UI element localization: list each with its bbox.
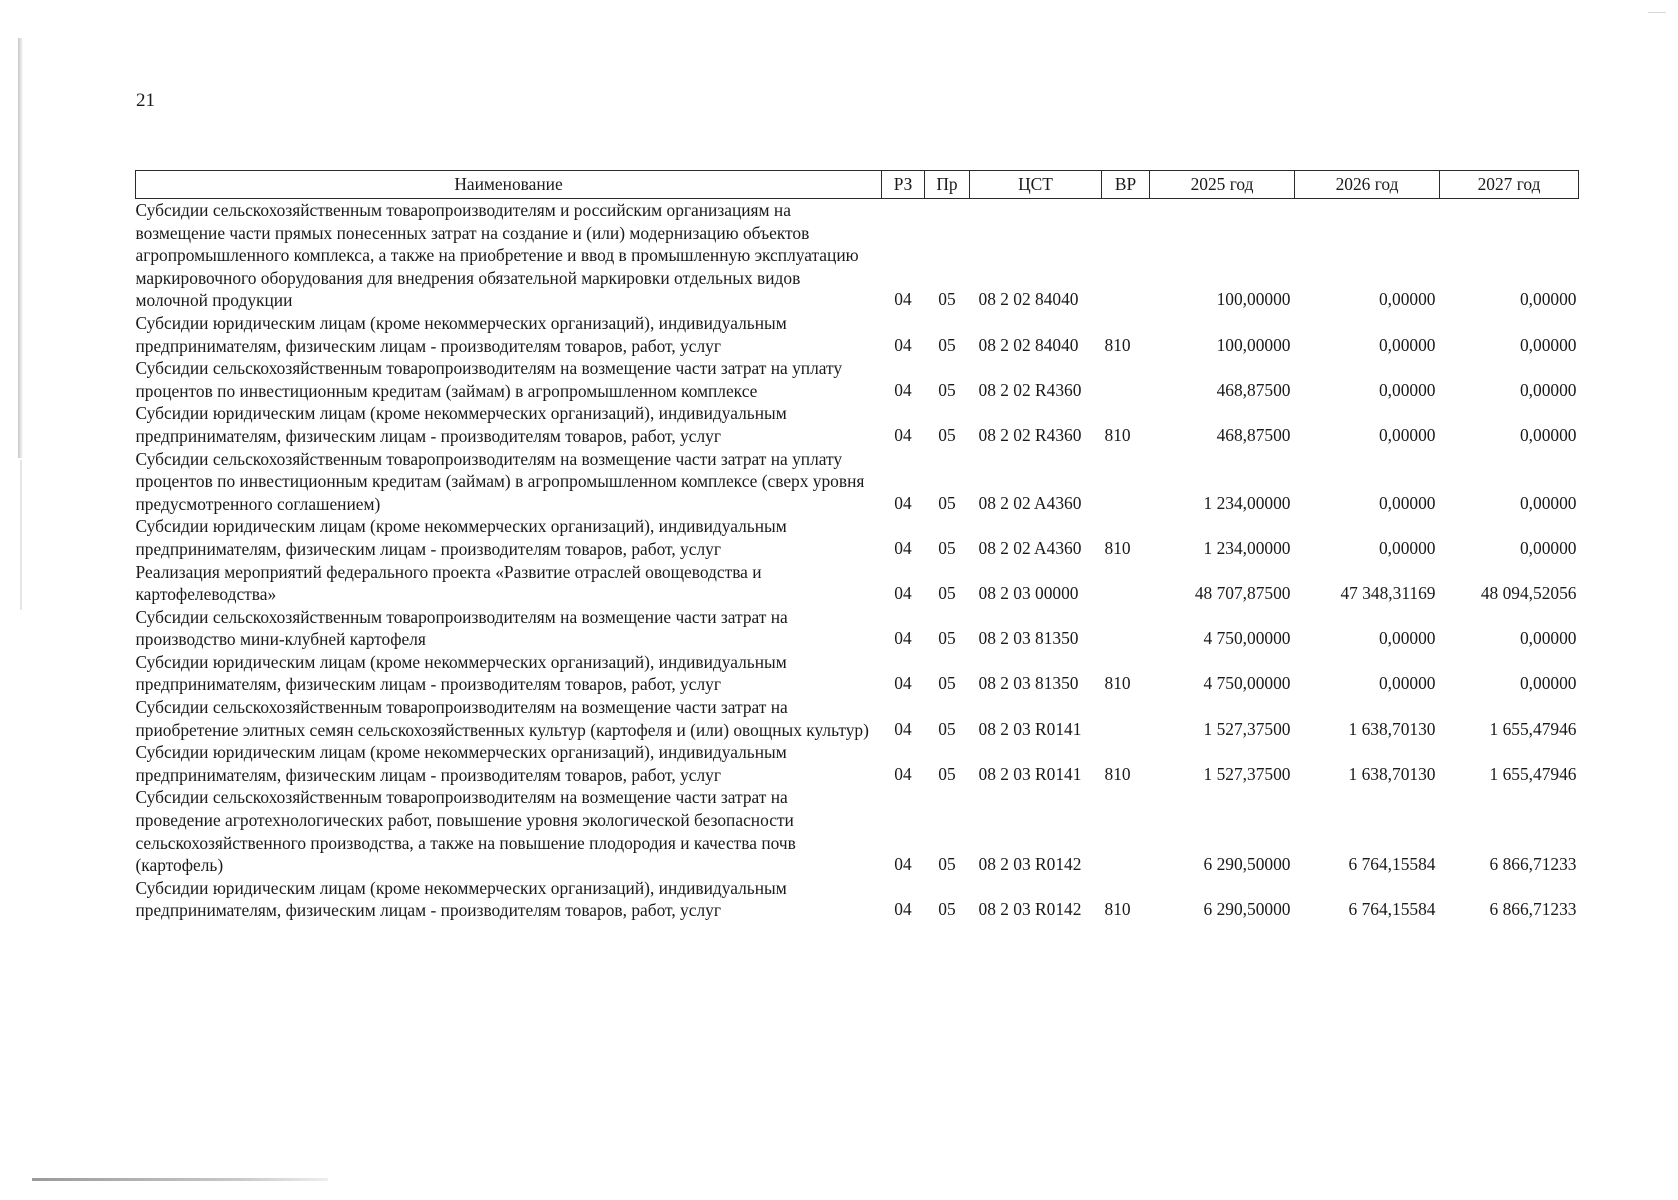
header-name: Наименование bbox=[136, 171, 882, 199]
row-cst: 08 2 02 A4360 bbox=[978, 537, 1082, 558]
row-rz: 04 bbox=[894, 763, 912, 784]
scan-edge-artifact bbox=[18, 38, 23, 458]
row-pr: 05 bbox=[938, 492, 956, 513]
table-row bbox=[136, 651, 1579, 696]
table-row bbox=[136, 877, 1579, 922]
table-row bbox=[136, 786, 1579, 876]
row-pr: 05 bbox=[938, 628, 956, 649]
row-name: Субсидии сельскохозяйственным товаропроизводителям на возмещение части затрат на проведение агротехнологических работ, повышение уровня экологической безопасности сельскохозяйственного производства, а также на повышение плодородия и качества почв (картофель) bbox=[135, 787, 796, 876]
table-row bbox=[136, 696, 1579, 741]
header-rz: РЗ bbox=[882, 171, 925, 199]
row-pr: 05 bbox=[938, 583, 956, 604]
table-row bbox=[136, 561, 1579, 606]
row-amount-2027: 0,00000 bbox=[1519, 673, 1577, 694]
table-row bbox=[136, 357, 1579, 402]
table-row bbox=[136, 402, 1579, 447]
row-amount-2025: 6 290,50000 bbox=[1203, 899, 1291, 920]
row-cst: 08 2 03 R0142 bbox=[978, 899, 1082, 920]
row-name: Субсидии сельскохозяйственным товаропроизводителям на возмещение части затрат на производство мини-клубней картофеля bbox=[135, 606, 788, 650]
page-number: 21 bbox=[136, 90, 155, 111]
row-rz: 04 bbox=[894, 628, 912, 649]
row-name: Реализация мероприятий федерального проекта «Развитие отраслей овощеводства и картофелеводства» bbox=[135, 561, 762, 605]
row-name: Субсидии сельскохозяйственным товаропроизводителям на возмещение части затрат на уплату процентов по инвестиционным кредитам (займам) в агропромышленном комплексе bbox=[135, 358, 843, 401]
row-amount-2025: 6 290,50000 bbox=[1203, 854, 1291, 875]
row-amount-2025: 48 707,87500 bbox=[1194, 583, 1291, 604]
row-pr: 05 bbox=[938, 854, 956, 875]
row-vr: 810 bbox=[1104, 673, 1131, 694]
row-amount-2025: 1 527,37500 bbox=[1203, 718, 1291, 739]
row-amount-2026: 6 764,15584 bbox=[1348, 854, 1436, 875]
row-vr bbox=[1102, 786, 1150, 876]
row-name: Субсидии сельскохозяйственным товаропроизводителям на возмещение части затрат на уплату процентов по инвестиционным кредитам (займам) в агропромышленном комплексе (сверх уровня предусмотренного соглашением) bbox=[135, 448, 865, 514]
row-cst: 08 2 03 R0141 bbox=[978, 763, 1082, 784]
row-vr bbox=[1102, 199, 1150, 312]
header-year-2027: 2027 год bbox=[1440, 171, 1579, 199]
row-pr: 05 bbox=[938, 379, 956, 400]
row-amount-2026: 0,00000 bbox=[1378, 492, 1436, 513]
table-row bbox=[136, 515, 1579, 560]
row-pr: 05 bbox=[938, 334, 956, 355]
row-amount-2025: 4 750,00000 bbox=[1203, 628, 1291, 649]
row-amount-2026: 6 764,15584 bbox=[1348, 899, 1436, 920]
row-pr: 05 bbox=[938, 673, 956, 694]
row-amount-2027: 48 094,52056 bbox=[1480, 583, 1577, 604]
row-amount-2025: 468,87500 bbox=[1216, 379, 1291, 400]
table-row bbox=[136, 741, 1579, 786]
row-cst: 08 2 02 R4360 bbox=[978, 379, 1082, 400]
row-amount-2026: 47 348,31169 bbox=[1340, 583, 1436, 604]
row-amount-2027: 0,00000 bbox=[1519, 537, 1577, 558]
row-cst: 08 2 03 R0142 bbox=[978, 854, 1082, 875]
table-header bbox=[136, 171, 1579, 199]
row-vr: 810 bbox=[1104, 424, 1131, 445]
row-vr bbox=[1102, 696, 1150, 741]
row-vr bbox=[1102, 448, 1150, 516]
table-row bbox=[136, 448, 1579, 516]
row-pr: 05 bbox=[938, 899, 956, 920]
row-name: Субсидии сельскохозяйственным товаропроизводителям и российским организациям на возмещение части прямых понесенных затрат на создание и (или) модернизацию объектов агропромышленного комплекса, а также на приобретение и ввод в промышленную эксплуатацию маркировочного оборудования для внедрения обязательной маркировки отдельных видов молочной продукции bbox=[135, 200, 859, 311]
row-cst: 08 2 02 A4360 bbox=[978, 492, 1082, 513]
scan-bottom-mark bbox=[32, 1178, 328, 1181]
table-body bbox=[136, 199, 1579, 923]
row-amount-2027: 0,00000 bbox=[1519, 379, 1577, 400]
row-vr bbox=[1102, 606, 1150, 651]
row-vr: 810 bbox=[1104, 899, 1131, 920]
row-rz: 04 bbox=[894, 379, 912, 400]
row-amount-2027: 0,00000 bbox=[1519, 424, 1577, 445]
row-amount-2026: 0,00000 bbox=[1378, 628, 1436, 649]
row-amount-2026: 0,00000 bbox=[1378, 537, 1436, 558]
row-amount-2027: 1 655,47946 bbox=[1489, 718, 1577, 739]
row-amount-2027: 0,00000 bbox=[1519, 492, 1577, 513]
row-cst: 08 2 03 00000 bbox=[978, 583, 1079, 604]
row-pr: 05 bbox=[938, 537, 956, 558]
row-name: Субсидии сельскохозяйственным товаропроизводителям на возмещение части затрат на приобретение элитных семян сельскохозяйственных культур (картофеля и (или) овощных культур) bbox=[135, 697, 869, 740]
row-amount-2027: 6 866,71233 bbox=[1489, 854, 1577, 875]
row-amount-2027: 0,00000 bbox=[1519, 334, 1577, 355]
row-amount-2026: 0,00000 bbox=[1378, 379, 1436, 400]
row-rz: 04 bbox=[894, 673, 912, 694]
row-pr: 05 bbox=[938, 424, 956, 445]
row-name: Субсидии юридическим лицам (кроме некоммерческих организаций), индивидуальным предпринимателям, физическим лицам - производителям товаров, работ, услуг bbox=[135, 516, 787, 559]
header-vr: ВР bbox=[1102, 171, 1150, 199]
row-cst: 08 2 02 84040 bbox=[978, 334, 1079, 355]
row-amount-2026: 1 638,70130 bbox=[1348, 718, 1436, 739]
row-rz: 04 bbox=[894, 334, 912, 355]
row-cst: 08 2 02 84040 bbox=[978, 289, 1079, 310]
row-amount-2026: 0,00000 bbox=[1378, 673, 1436, 694]
row-amount-2025: 1 527,37500 bbox=[1203, 763, 1291, 784]
row-name: Субсидии юридическим лицам (кроме некоммерческих организаций), индивидуальным предпринимателям, физическим лицам - производителям товаров, работ, услуг bbox=[135, 877, 787, 921]
header-row bbox=[136, 171, 1579, 199]
row-name: Субсидии юридическим лицам (кроме некоммерческих организаций), индивидуальным предпринимателям, физическим лицам - производителям товаров, работ, услуг bbox=[135, 403, 787, 446]
row-cst: 08 2 03 81350 bbox=[978, 673, 1079, 694]
row-vr bbox=[1102, 561, 1150, 606]
scan-corner-mark bbox=[1648, 12, 1666, 13]
row-pr: 05 bbox=[938, 289, 956, 310]
row-pr: 05 bbox=[938, 763, 956, 784]
header-pr: Пр bbox=[925, 171, 970, 199]
scan-edge-artifact-faint bbox=[20, 460, 22, 610]
row-rz: 04 bbox=[894, 492, 912, 513]
row-vr: 810 bbox=[1104, 334, 1131, 355]
row-amount-2027: 0,00000 bbox=[1519, 628, 1577, 649]
row-amount-2027: 6 866,71233 bbox=[1489, 899, 1577, 920]
row-amount-2027: 1 655,47946 bbox=[1489, 763, 1577, 784]
row-name: Субсидии юридическим лицам (кроме некоммерческих организаций), индивидуальным предпринимателям, физическим лицам - производителям товаров, работ, услуг bbox=[135, 312, 787, 356]
row-rz: 04 bbox=[894, 583, 912, 604]
header-year-2026: 2026 год bbox=[1295, 171, 1440, 199]
table-row bbox=[136, 606, 1579, 651]
row-rz: 04 bbox=[894, 718, 912, 739]
row-amount-2025: 100,00000 bbox=[1216, 289, 1291, 310]
row-amount-2025: 100,00000 bbox=[1216, 334, 1291, 355]
row-cst: 08 2 02 R4360 bbox=[978, 424, 1082, 445]
row-rz: 04 bbox=[894, 289, 912, 310]
row-amount-2025: 4 750,00000 bbox=[1203, 673, 1291, 694]
table-row bbox=[136, 312, 1579, 357]
row-amount-2025: 1 234,00000 bbox=[1203, 492, 1291, 513]
row-cst: 08 2 03 81350 bbox=[978, 628, 1079, 649]
row-name: Субсидии юридическим лицам (кроме некоммерческих организаций), индивидуальным предпринимателям, физическим лицам - производителям товаров, работ, услуг bbox=[135, 651, 787, 695]
row-vr bbox=[1102, 357, 1150, 402]
row-rz: 04 bbox=[894, 899, 912, 920]
header-year-2025: 2025 год bbox=[1150, 171, 1295, 199]
row-rz: 04 bbox=[894, 854, 912, 875]
row-amount-2026: 1 638,70130 bbox=[1348, 763, 1436, 784]
table-row bbox=[136, 199, 1579, 312]
header-cst: ЦСТ bbox=[970, 171, 1102, 199]
row-rz: 04 bbox=[894, 424, 912, 445]
row-amount-2027: 0,00000 bbox=[1519, 289, 1577, 310]
row-amount-2025: 1 234,00000 bbox=[1203, 537, 1291, 558]
row-cst: 08 2 03 R0141 bbox=[978, 718, 1082, 739]
row-amount-2026: 0,00000 bbox=[1378, 424, 1436, 445]
row-vr: 810 bbox=[1104, 537, 1131, 558]
row-rz: 04 bbox=[894, 537, 912, 558]
row-amount-2025: 468,87500 bbox=[1216, 424, 1291, 445]
row-amount-2026: 0,00000 bbox=[1378, 289, 1436, 310]
row-vr: 810 bbox=[1104, 763, 1131, 784]
budget-table bbox=[135, 170, 1579, 922]
row-name: Субсидии юридическим лицам (кроме некоммерческих организаций), индивидуальным предпринимателям, физическим лицам - производителям товаров, работ, услуг bbox=[135, 742, 787, 785]
row-pr: 05 bbox=[938, 718, 956, 739]
row-amount-2026: 0,00000 bbox=[1378, 334, 1436, 355]
